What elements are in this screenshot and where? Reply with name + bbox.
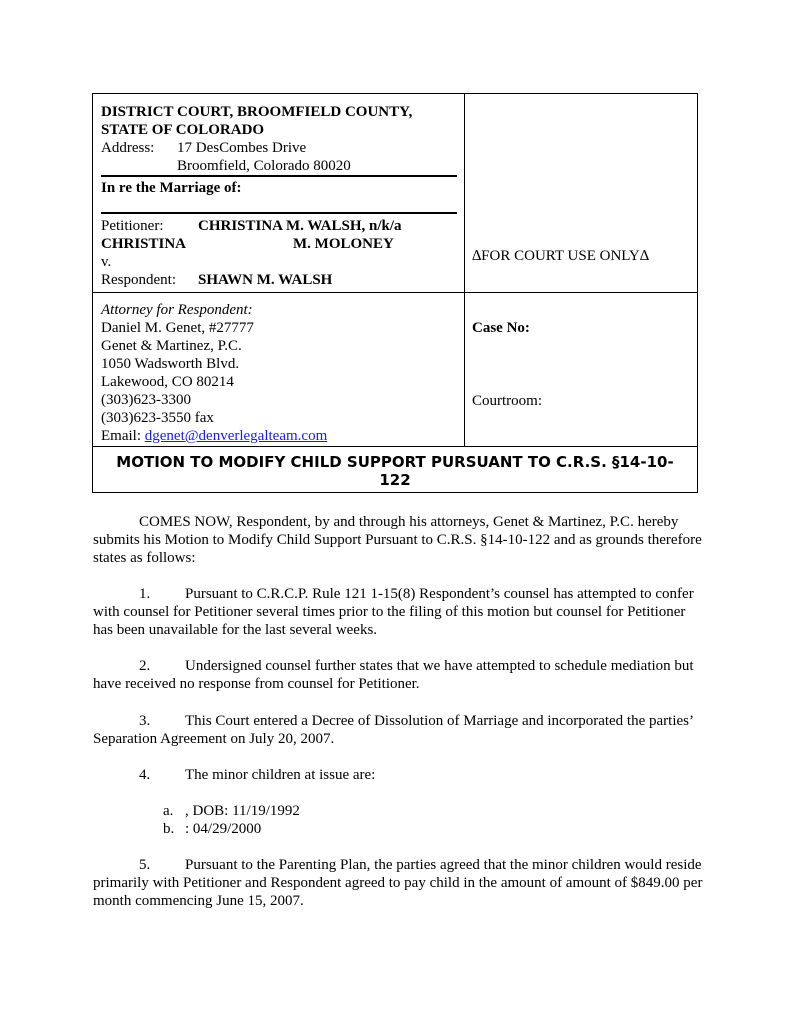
paragraph-number: 4. — [139, 767, 151, 783]
paragraph-text: Undersigned counsel further states that we have attempted to schedule mediation but have received no response from counsel for Petitioner. — [93, 658, 694, 692]
paragraph-number: 3. — [139, 713, 151, 729]
courtroom-label: Courtroom: — [472, 393, 542, 409]
address-line1: 17 DesCombes Drive — [177, 140, 307, 156]
petitioner-name-line2b: M. MOLONEY — [293, 236, 394, 252]
intro-paragraph: COMES NOW, Respondent, by and through his attorneys, Genet & Martinez, P.C. hereby submits his Motion to Modify Child Support Pursuant to C.R.S. §14-10-122 and as grounds therefore states as follows: — [93, 514, 702, 566]
paragraph-2 — [93, 657, 703, 693]
email-row — [101, 427, 327, 445]
firm-street: 1050 Wadsworth Blvd. — [101, 356, 240, 372]
paragraph-4 — [93, 766, 703, 784]
in-re-heading: In re the Marriage of: — [101, 180, 242, 196]
paragraph-number: 1. — [139, 586, 151, 602]
respondent-name: SHAWN M. WALSH — [198, 272, 333, 288]
paragraph-number: 2. — [139, 658, 151, 674]
paragraph-1 — [93, 585, 703, 639]
child-item-a — [163, 802, 300, 820]
email-label: Email: — [101, 428, 141, 444]
petitioner-label: Petitioner: — [101, 218, 164, 234]
address-line2: Broomfield, Colorado 80020 — [177, 158, 351, 174]
child-marker: a. — [163, 803, 174, 819]
email-link[interactable]: dgenet@denverlegalteam.com — [144, 428, 328, 444]
case-no-label: Case No: — [472, 320, 530, 336]
firm-city: Lakewood, CO 80214 — [101, 374, 234, 390]
court-name-line2: STATE OF COLORADO — [101, 122, 265, 138]
child-text: : 04/29/2000 — [185, 821, 262, 837]
paragraph-text: Pursuant to C.R.C.P. Rule 121 1-15(8) Respondent’s counsel has attempted to confer with counsel for Petitioner several times prior to the filing of this motion but counsel for Petitioner has been unavailable for the last several weeks. — [93, 586, 694, 638]
paragraph-5 — [93, 856, 703, 910]
court-name-line1: DISTRICT COURT, BROOMFIELD COUNTY, — [101, 104, 413, 120]
child-text: , DOB: 11/19/1992 — [185, 803, 300, 819]
petitioner-name-line2a: CHRISTINA — [101, 236, 187, 252]
child-item-b — [163, 820, 261, 838]
firm-name: Genet & Martinez, P.C. — [101, 338, 242, 354]
respondent-label: Respondent: — [101, 272, 176, 288]
paragraph-3 — [93, 712, 703, 748]
caption-vertical-divider — [464, 94, 465, 447]
motion-title — [93, 453, 697, 489]
firm-fax: (303)623-3550 fax — [101, 410, 214, 426]
caption-divider-2 — [93, 446, 697, 447]
address-underline — [101, 175, 457, 177]
caption-divider-1 — [93, 292, 697, 293]
child-marker: b. — [163, 821, 175, 837]
attorney-label: Attorney for Respondent: — [101, 302, 253, 318]
firm-phone: (303)623-3300 — [101, 392, 191, 408]
motion-title-line2: 122 — [379, 471, 411, 489]
paragraph-text: Pursuant to the Parenting Plan, the parties agreed that the minor children would reside primarily with Petitioner and Respondent agreed to pay child in the amount of amount of $849.00 per month commencing June 15, 2007. — [93, 857, 703, 909]
paragraph-text: The minor children at issue are: — [185, 767, 376, 783]
attorney-name: Daniel M. Genet, #27777 — [101, 320, 254, 336]
in-re-underline — [101, 212, 457, 214]
court-use-only: ∆FOR COURT USE ONLY∆ — [472, 248, 649, 264]
paragraph-number: 5. — [139, 857, 151, 873]
paragraph-text: This Court entered a Decree of Dissolution of Marriage and incorporated the parties’ Separation Agreement on July 20, 2007. — [93, 713, 693, 747]
address-label: Address: — [101, 140, 155, 156]
motion-title-line1: MOTION TO MODIFY CHILD SUPPORT PURSUANT TO C.R.S. §14-10- — [116, 453, 674, 471]
versus-text: v. — [101, 254, 112, 270]
case-caption-box — [92, 93, 698, 493]
petitioner-name-line1: CHRISTINA M. WALSH, n/k/a — [198, 218, 402, 234]
